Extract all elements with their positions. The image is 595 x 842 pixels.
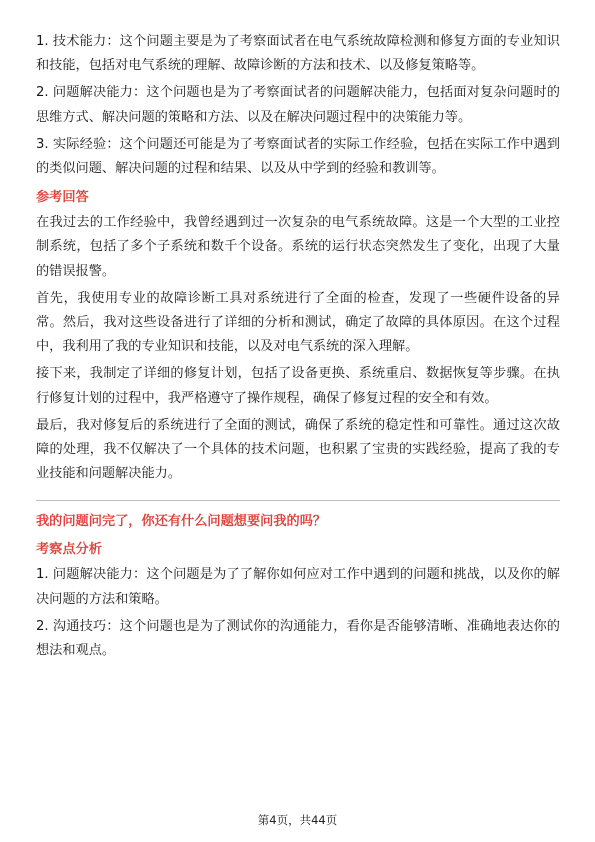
- point-problem-solving: 2. 问题解决能力：这个问题也是为了考察面试者的问题解决能力，包括面对复杂问题时的思维方式、解决问题的策略和方法、以及在解决问题过程中的决策能力等。: [36, 85, 560, 125]
- reference-paragraph: 首先，我使用专业的故障诊断工具对系统进行了全面的检查，发现了一些硬件设备的异常。然后，我对这些设备进行了详细的分析和测试，确定了故障的具体原因。在这个过程中，我利用了我的专业知识和技能，以及对电气系统的深入理解。: [36, 290, 560, 355]
- analysis-point: 2. 沟通技巧：这个问题也是为了测试你的沟通能力，看你是否能够清晰、准确地表达你的想法和观点。: [36, 618, 560, 659]
- reference-paragraph: 在我过去的工作经验中，我曾经遇到过一次复杂的电气系统故障。这是一个大型的工业控制系统，包括了多个子系统和数千个设备。系统的运行状态突然发生了变化，出现了大量的错误报警。: [36, 215, 560, 279]
- question-title: 我的问题问完了，你还有什么问题想要问我的吗？: [36, 514, 327, 530]
- analysis-point: 1. 问题解决能力：这个问题是为了了解你如何应对工作中遇到的问题和挑战，以及你的解决问题的方法和策略。: [36, 567, 560, 607]
- document-page: [36, 30, 560, 666]
- reference-answer-heading: 参考回答: [36, 190, 89, 206]
- page-number-footer: 第4页，共44页: [257, 813, 338, 827]
- analysis-heading: 考察点分析: [36, 542, 102, 558]
- reference-paragraph: 最后，我对修复后的系统进行了全面的测试，确保了系统的稳定性和可靠性。通过这次故障的处理，我不仅解决了一个具体的技术问题，也积累了宝贵的实践经验，提高了我的专业技能和问题解决能力。: [36, 417, 560, 482]
- point-technical-ability: 1. 技术能力：这个问题主要是为了考察面试者在电气系统故障检测和修复方面的专业知识和技能，包括对电气系统的理解、故障诊断的方法和技术、以及修复策略等。: [36, 34, 560, 74]
- reference-paragraph: 接下来，我制定了详细的修复计划，包括了设备更换、系统重启、数据恢复等步骤。在执行修复计划的过程中，我严格遵守了操作规程，确保了修复过程的安全和有效。: [36, 366, 560, 406]
- section-divider: [36, 500, 560, 501]
- point-practical-experience: 3. 实际经验：这个问题还可能是为了考察面试者的实际工作经验，包括在实际工作中遇到的类似问题、解决问题的过程和结果、以及从中学到的经验和教训等。: [36, 136, 560, 177]
